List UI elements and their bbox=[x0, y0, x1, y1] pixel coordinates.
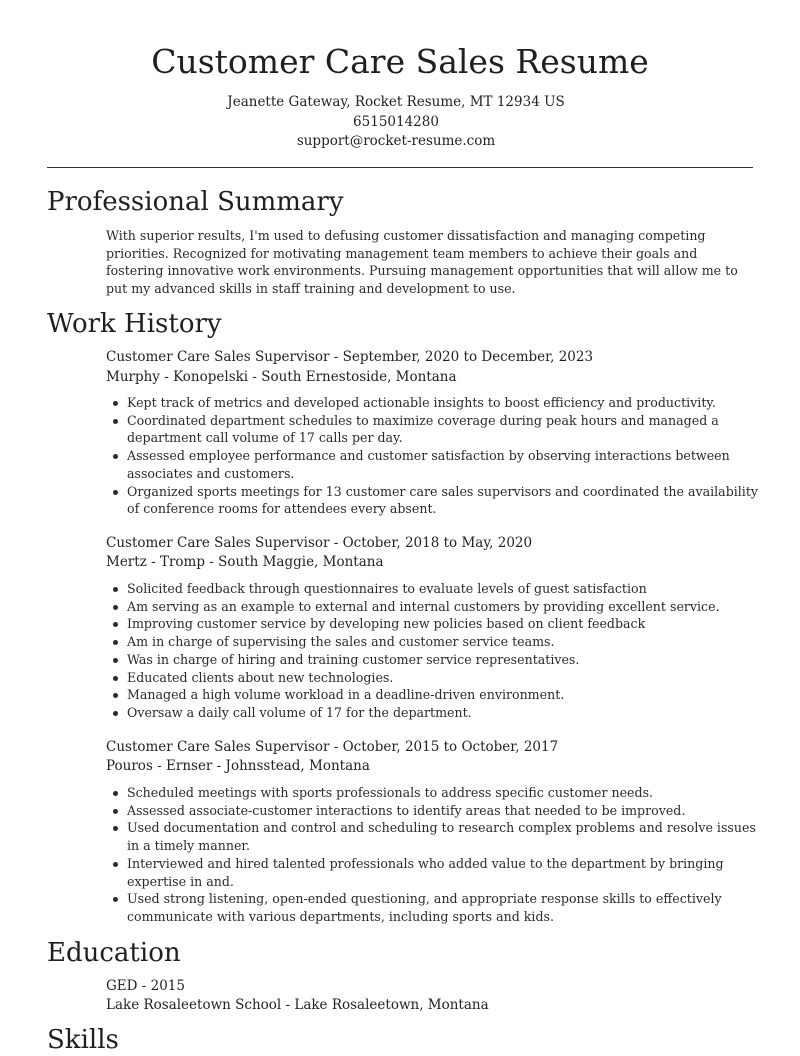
education-heading: Education bbox=[47, 938, 181, 968]
job-title-line: Customer Care Sales Supervisor - October, 2018 to May, 2020 bbox=[106, 535, 533, 551]
job-bullet: Am serving as an example to external and internal customers by providing excellent service. bbox=[106, 598, 766, 616]
job-bullet: Organized sports meetings for 13 customer care sales supervisors and coordinated the availability of conference rooms for attendees every absent. bbox=[106, 483, 766, 518]
job-bullet: Assessed associate-customer interactions to identify areas that needed to be improved. bbox=[106, 802, 766, 820]
work-history-heading: Work History bbox=[47, 309, 222, 339]
job-bullet-list bbox=[106, 784, 766, 926]
summary-heading: Professional Summary bbox=[47, 187, 344, 217]
job-bullet: Solicited feedback through questionnaires to evaluate levels of guest satisfaction bbox=[106, 580, 766, 598]
job-bullet: Used strong listening, open-ended questioning, and appropriate response skills to effectively communicate with various departments, including sports and kids. bbox=[106, 890, 766, 925]
job-bullet: Oversaw a daily call volume of 17 for the department. bbox=[106, 704, 766, 722]
job-title-line: Customer Care Sales Supervisor - September, 2020 to December, 2023 bbox=[106, 349, 594, 365]
job-bullet: Educated clients about new technologies. bbox=[106, 669, 766, 687]
skills-heading: Skills bbox=[47, 1025, 119, 1055]
job-bullet: Used documentation and control and scheduling to research complex problems and resolve issues in a timely manner. bbox=[106, 819, 766, 854]
job-bullet: Kept track of metrics and developed actionable insights to boost efficiency and productivity. bbox=[106, 394, 766, 412]
education-degree-line: GED - 2015 bbox=[106, 978, 185, 994]
job-bullet: Scheduled meetings with sports professionals to address specific customer needs. bbox=[106, 784, 766, 802]
job-bullet: Improving customer service by developing new policies based on client feedback bbox=[106, 615, 766, 633]
job-bullet: Am in charge of supervising the sales and customer service teams. bbox=[106, 633, 766, 651]
job-bullet-list bbox=[106, 394, 766, 518]
job-company-line: Mertz - Tromp - South Maggie, Montana bbox=[106, 554, 384, 570]
job-bullet: Assessed employee performance and customer satisfaction by observing interactions between associates and customers. bbox=[106, 447, 766, 482]
job-company-line: Pouros - Ernser - Johnsstead, Montana bbox=[106, 758, 370, 774]
contact-address: Jeanette Gateway, Rocket Resume, MT 12934 US bbox=[227, 94, 565, 110]
contact-email: support@rocket-resume.com bbox=[296, 133, 496, 149]
summary-text: With superior results, I'm used to defusing customer dissatisfaction and managing competing priorities. Recognized for motivating management team members to achieve their goals and fostering innovative work environments. Pursuing management opportunities that will allow me to put my advanced skills in staff training and development to use. bbox=[106, 228, 738, 297]
job-bullet: Coordinated department schedules to maximize coverage during peak hours and managed a department call volume of 17 calls per day. bbox=[106, 412, 766, 447]
job-bullet-list bbox=[106, 580, 766, 722]
job-company-line: Murphy - Konopelski - South Ernestoside, Montana bbox=[106, 369, 457, 385]
job-title-line: Customer Care Sales Supervisor - October, 2015 to October, 2017 bbox=[106, 739, 559, 755]
contact-phone: 6515014280 bbox=[353, 114, 439, 130]
job-bullet: Managed a high volume workload in a deadline-driven environment. bbox=[106, 686, 766, 704]
education-school-line: Lake Rosaleetown School - Lake Rosaleetown, Montana bbox=[106, 997, 489, 1013]
resume-title: Customer Care Sales Resume bbox=[151, 42, 649, 81]
job-bullet: Was in charge of hiring and training customer service representatives. bbox=[106, 651, 766, 669]
job-bullet: Interviewed and hired talented professionals who added value to the department by bringing expertise in and. bbox=[106, 855, 766, 890]
header-divider bbox=[47, 167, 753, 168]
